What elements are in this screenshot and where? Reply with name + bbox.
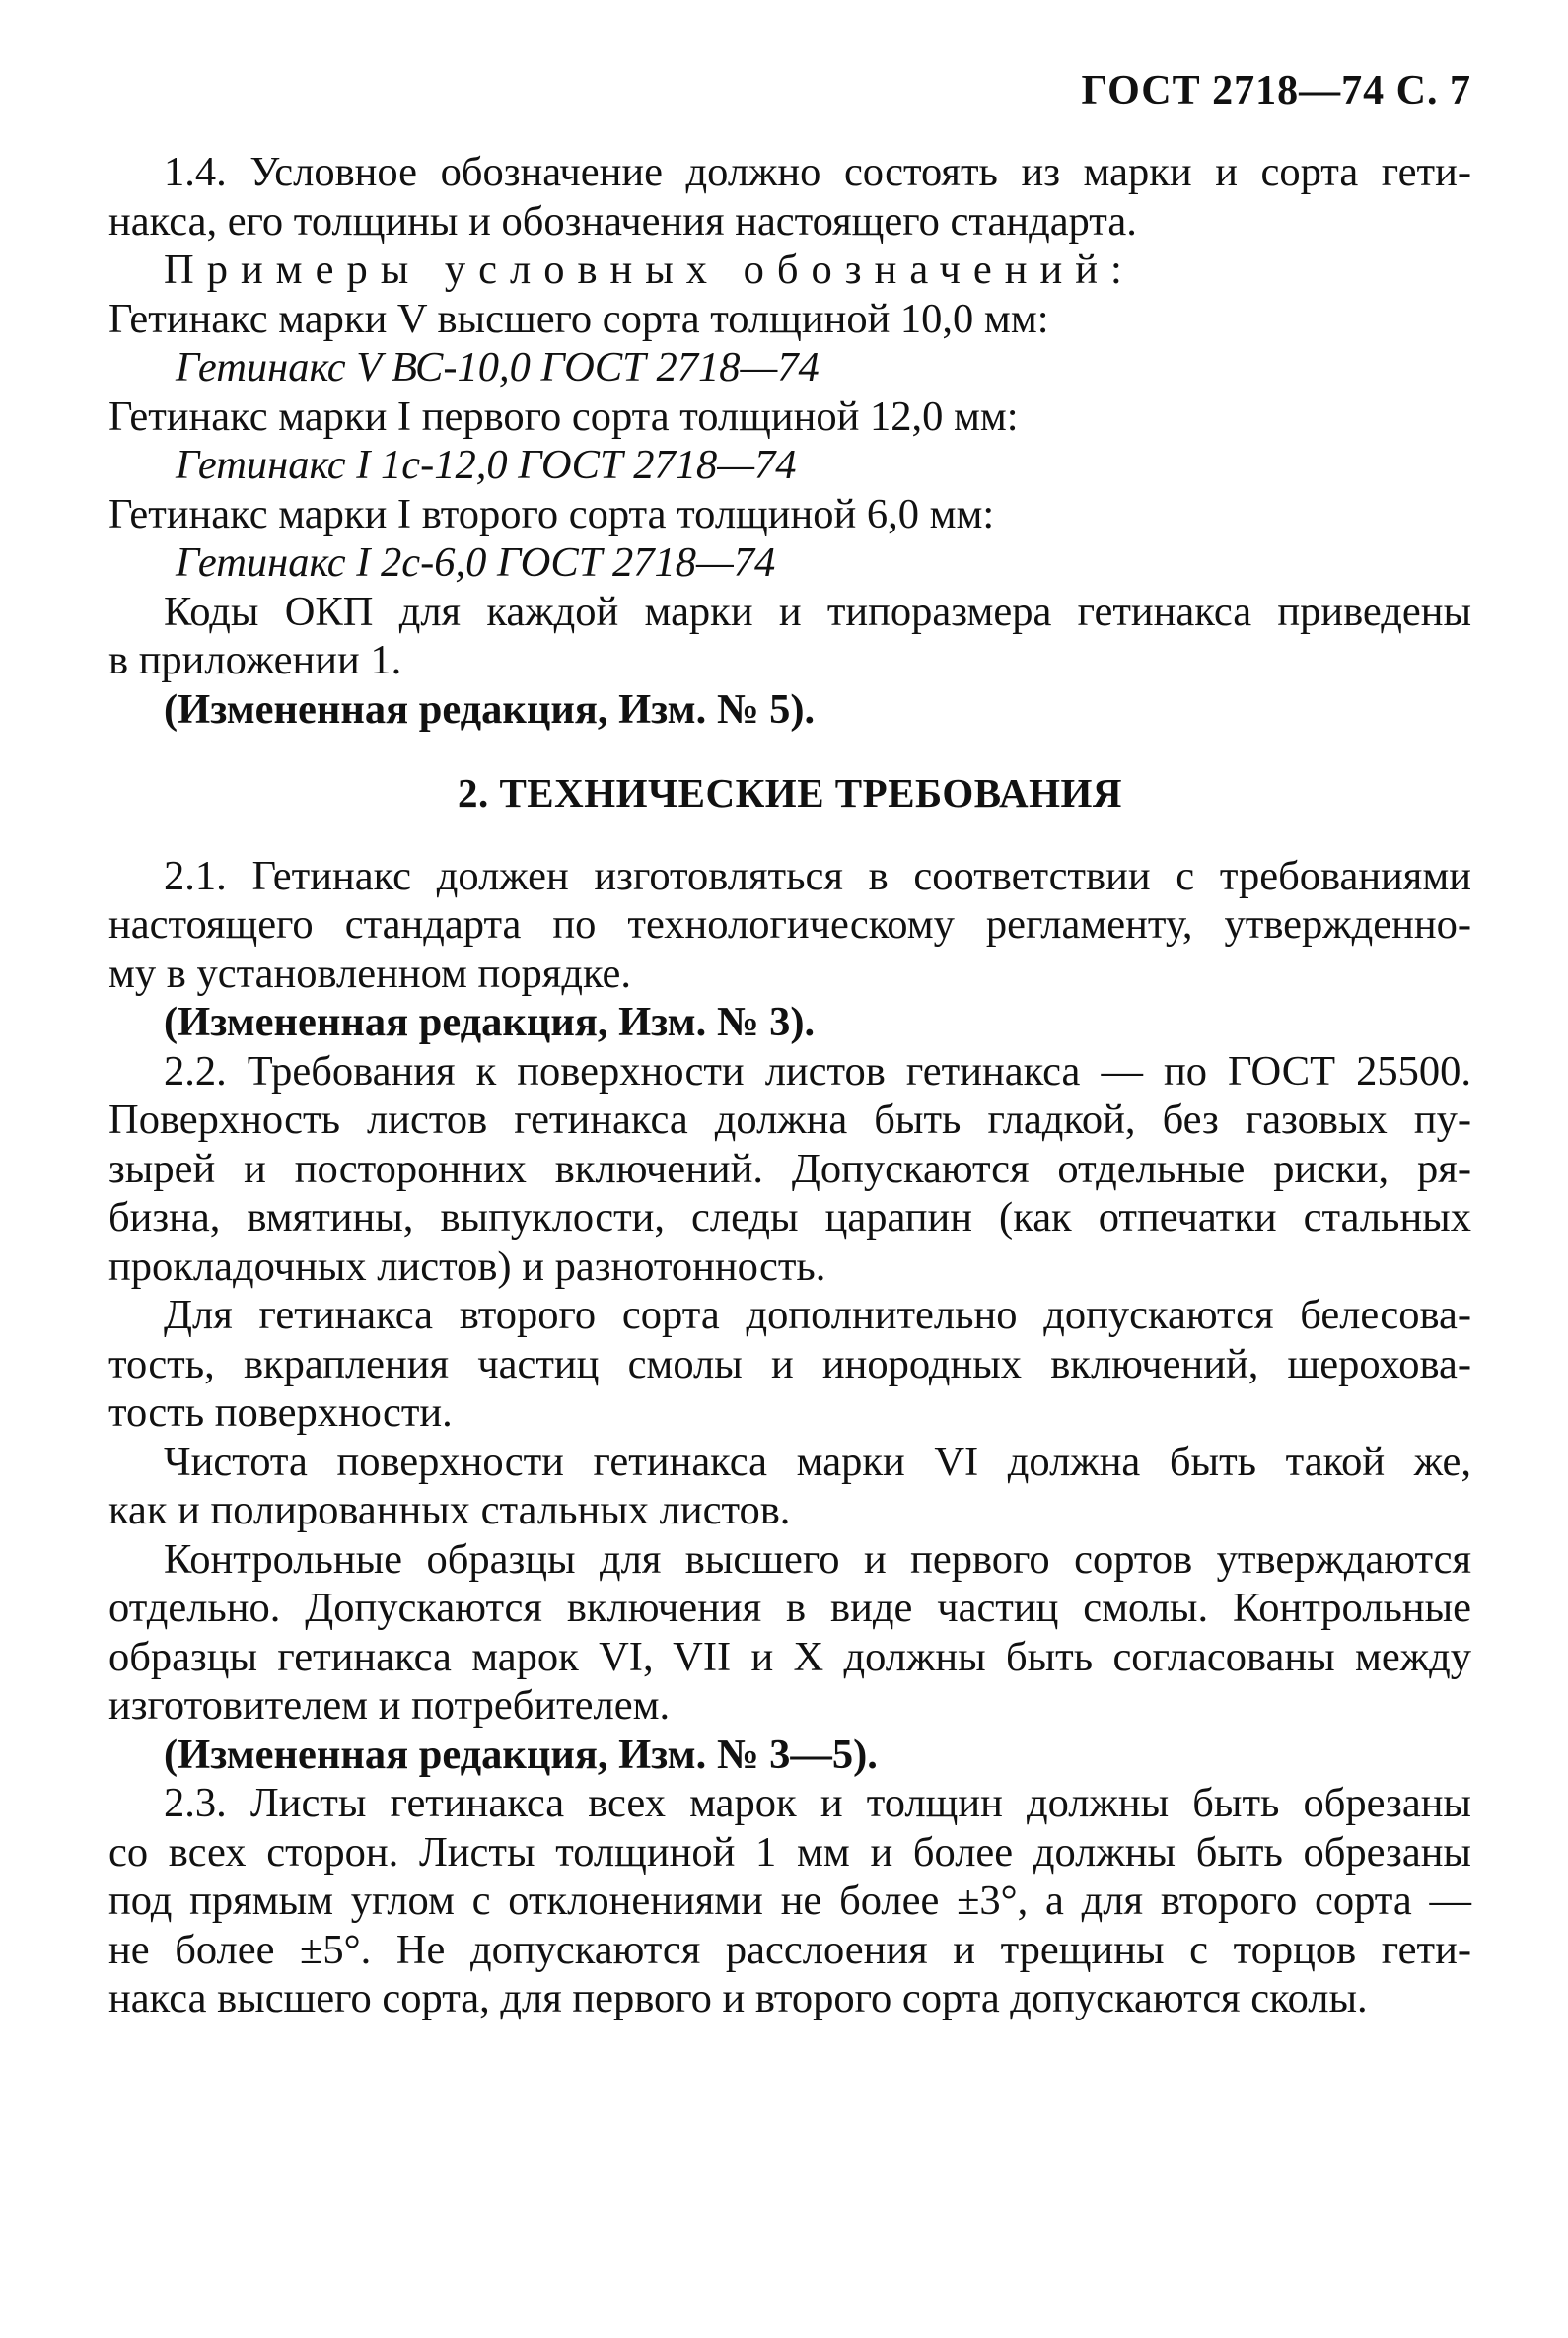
clause-2-2-samples-line: изготовителем и потребителем. (108, 1682, 671, 1729)
clause-2-2-line: зырей и посторонних включений. Допускаются отдельные риски, ря- (108, 1145, 1471, 1192)
example-2-code: Гетинакс I 1с-12,0 ГОСТ 2718—74 (176, 442, 797, 488)
clause-2-2-line: бизна, вмятины, выпуклости, следы царапин (как отпечатки стальных (108, 1194, 1471, 1240)
example-3-text: Гетинакс марки I второго сорта толщиной 6,0 мм: (108, 490, 995, 537)
clause-2-2-surface-line: Чистота поверхности гетинакса марки VI должна быть такой же, (164, 1438, 1471, 1485)
clause-2-2-line: прокладочных листов) и разнотонность. (108, 1242, 826, 1290)
document-body (108, 148, 1471, 2023)
amendment-note: (Измененная редакция, Изм. № 5). (164, 685, 816, 733)
clause-2-1-line: 2.1. Гетинакс должен изготовляться в соответствии с требованиями (164, 852, 1471, 899)
clause-2-3-line: не более ±5°. Не допускаются расслоения и трещины с торцов гети- (108, 1926, 1471, 1973)
page-header: ГОСТ 2718—74 С. 7 (1081, 68, 1471, 113)
okp-codes-line: Коды ОКП для каждой марки и типоразмера гетинакса приведены (164, 588, 1471, 635)
clause-2-2-line: Поверхность листов гетинакса должна быть гладкой, без газовых пу- (108, 1097, 1471, 1143)
clause-1-4-line: накса, его толщины и обозначения настоящего стандарта. (108, 197, 1137, 245)
clause-2-2-second-grade-line: тость, вкрапления частиц смолы и инородных включений, шерохова- (108, 1340, 1471, 1387)
clause-2-3-line: под прямым углом с отклонениями не более ±3°, а для второго сорта — (108, 1877, 1471, 1924)
amendment-note: (Измененная редакция, Изм. № 3—5). (164, 1731, 878, 1778)
clause-2-2-second-grade-line: Для гетинакса второго сорта дополнительно допускаются белесова- (164, 1292, 1471, 1338)
clause-2-1-line: настоящего стандарта по технологическому регламенту, утвержденно- (108, 901, 1471, 948)
amendment-note: (Измененная редакция, Изм. № 3). (164, 999, 816, 1045)
clause-2-1-line: му в установленном порядке. (108, 950, 632, 997)
clause-2-2-samples-line: отдельно. Допускаются включения в виде частиц смолы. Контрольные (108, 1585, 1471, 1631)
clause-2-3-line: накса высшего сорта, для первого и второго сорта допускаются сколы. (108, 1975, 1368, 2021)
clause-1-4-line: 1.4. Условное обозначение должно состоять из марки и сорта гети- (164, 149, 1471, 195)
clause-2-3-line: 2.3. Листы гетинакса всех марок и толщин должны быть обрезаны (164, 1780, 1471, 1826)
example-1-text: Гетинакс марки V высшего сорта толщиной 10,0 мм: (108, 295, 1049, 342)
section-title: 2. ТЕХНИЧЕСКИЕ ТРЕБОВАНИЯ (457, 770, 1123, 815)
example-2-text: Гетинакс марки I первого сорта толщиной 12,0 мм: (108, 392, 1019, 440)
example-1-code: Гетинакс V ВС-10,0 ГОСТ 2718—74 (176, 344, 820, 390)
examples-title: Примеры условных обозначений: (164, 247, 1135, 293)
clause-2-2-samples-line: Контрольные образцы для высшего и первого сортов утверждаются (164, 1535, 1471, 1583)
okp-codes-line: в приложении 1. (108, 637, 402, 683)
clause-2-3-line: со всех сторон. Листы толщиной 1 мм и более должны быть обрезаны (108, 1828, 1471, 1876)
example-3-code: Гетинакс I 2с-6,0 ГОСТ 2718—74 (176, 539, 776, 586)
clause-2-2-second-grade-line: тость поверхности. (108, 1389, 453, 1436)
clause-2-2-samples-line: образцы гетинакса марок VI, VII и X должны быть согласованы между (108, 1633, 1471, 1680)
clause-2-2-line: 2.2. Требования к поверхности листов гетинакса — по ГОСТ 25500. (164, 1047, 1471, 1095)
clause-2-2-surface-line: как и полированных стальных листов. (108, 1487, 791, 1533)
